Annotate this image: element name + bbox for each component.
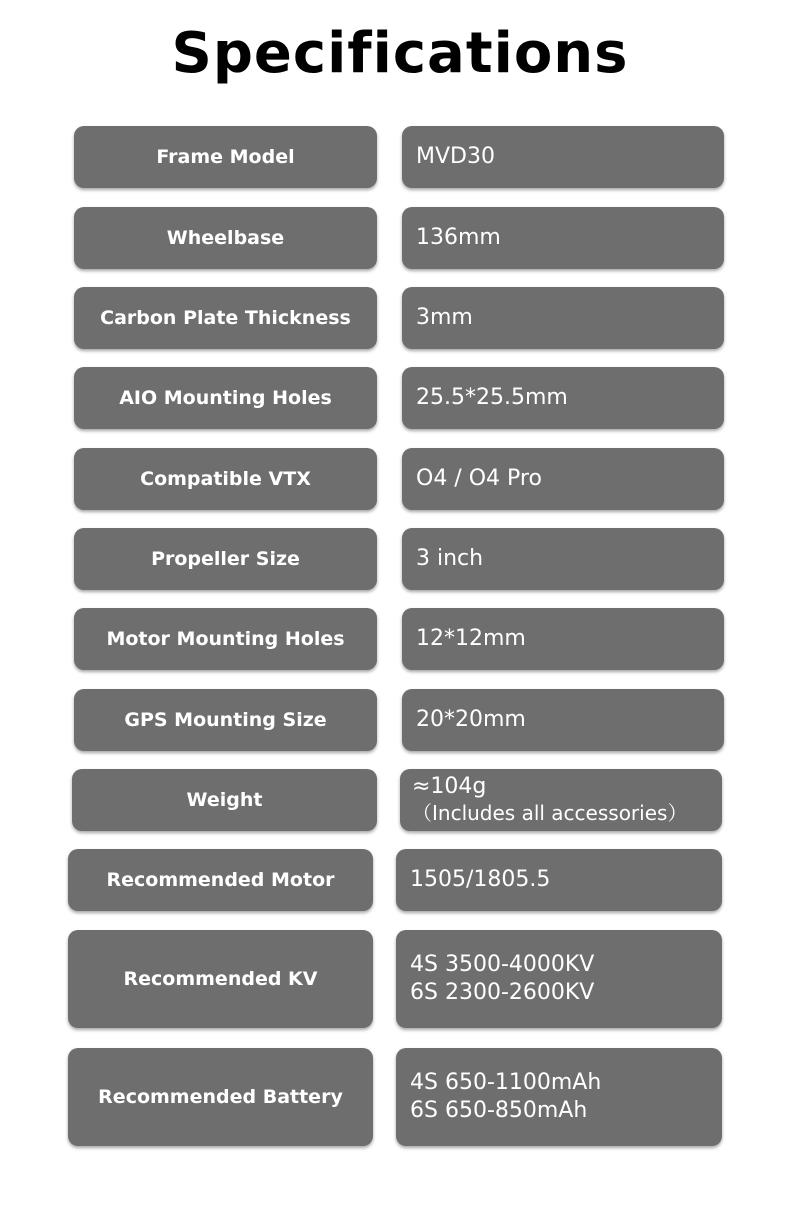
- spec-value-text: 12*12mm: [416, 626, 526, 651]
- spec-label-text: Wheelbase: [166, 227, 285, 249]
- spec-value-text: 20*20mm: [416, 707, 526, 732]
- spec-value-text: 6S 2300-2600KV: [410, 980, 595, 1005]
- spec-value-weight: [400, 769, 722, 831]
- spec-label-weight: [72, 769, 377, 831]
- spec-label-propeller-size: [74, 528, 377, 590]
- spec-value-text: 136mm: [416, 225, 501, 250]
- spec-label-compatible-vtx: [74, 448, 377, 510]
- spec-value-wheelbase: [402, 207, 724, 269]
- spec-label-carbon-plate-thickness: [74, 287, 377, 349]
- spec-value-text: 25.5*25.5mm: [416, 385, 568, 410]
- page-title: Specifications: [171, 21, 629, 86]
- spec-label-gps-mounting-size: [74, 689, 377, 751]
- spec-label-motor-mounting-holes: [74, 608, 377, 670]
- spec-label-text: Recommended KV: [123, 968, 318, 990]
- spec-label-wheelbase: [74, 207, 377, 269]
- spec-value-recommended-kv: [396, 930, 722, 1028]
- spec-value-recommended-motor: [396, 849, 722, 911]
- spec-label-recommended-battery: [68, 1048, 373, 1146]
- spec-value-text: ≈104g: [412, 774, 487, 799]
- spec-value-note: （Includes all accessories）: [412, 801, 688, 825]
- spec-label-text: Weight: [186, 789, 263, 811]
- spec-label-text: Recommended Battery: [98, 1086, 343, 1108]
- spec-value-propeller-size: [402, 528, 724, 590]
- spec-value-text: 3mm: [416, 305, 473, 330]
- spec-value-text: 1505/1805.5: [410, 867, 551, 892]
- spec-label-aio-mounting-holes: [74, 367, 377, 429]
- spec-value-compatible-vtx: [402, 448, 724, 510]
- spec-value-text: 4S 3500-4000KV: [410, 952, 595, 977]
- spec-value-text: 4S 650-1100mAh: [410, 1070, 602, 1095]
- spec-label-text: AIO Mounting Holes: [119, 387, 332, 409]
- spec-label-recommended-motor: [68, 849, 373, 911]
- spec-value-carbon-plate-thickness: [402, 287, 724, 349]
- spec-label-recommended-kv: [68, 930, 373, 1028]
- spec-value-gps-mounting-size: [402, 689, 724, 751]
- spec-value-frame-model: [402, 126, 724, 188]
- spec-label-text: Propeller Size: [151, 548, 300, 570]
- spec-value-text: 3 inch: [416, 546, 484, 571]
- spec-value-recommended-battery: [396, 1048, 722, 1146]
- spec-value-aio-mounting-holes: [402, 367, 724, 429]
- spec-value-text: MVD30: [416, 144, 495, 169]
- spec-label-frame-model: [74, 126, 377, 188]
- spec-label-text: GPS Mounting Size: [124, 709, 327, 731]
- spec-label-text: Compatible VTX: [140, 468, 311, 490]
- spec-label-text: Frame Model: [156, 146, 295, 168]
- spec-value-motor-mounting-holes: [402, 608, 724, 670]
- spec-label-text: Carbon Plate Thickness: [100, 307, 351, 329]
- spec-value-text: 6S 650-850mAh: [410, 1098, 588, 1123]
- spec-label-text: Motor Mounting Holes: [106, 628, 345, 650]
- spec-value-text: O4 / O4 Pro: [416, 466, 542, 491]
- spec-label-text: Recommended Motor: [106, 869, 335, 891]
